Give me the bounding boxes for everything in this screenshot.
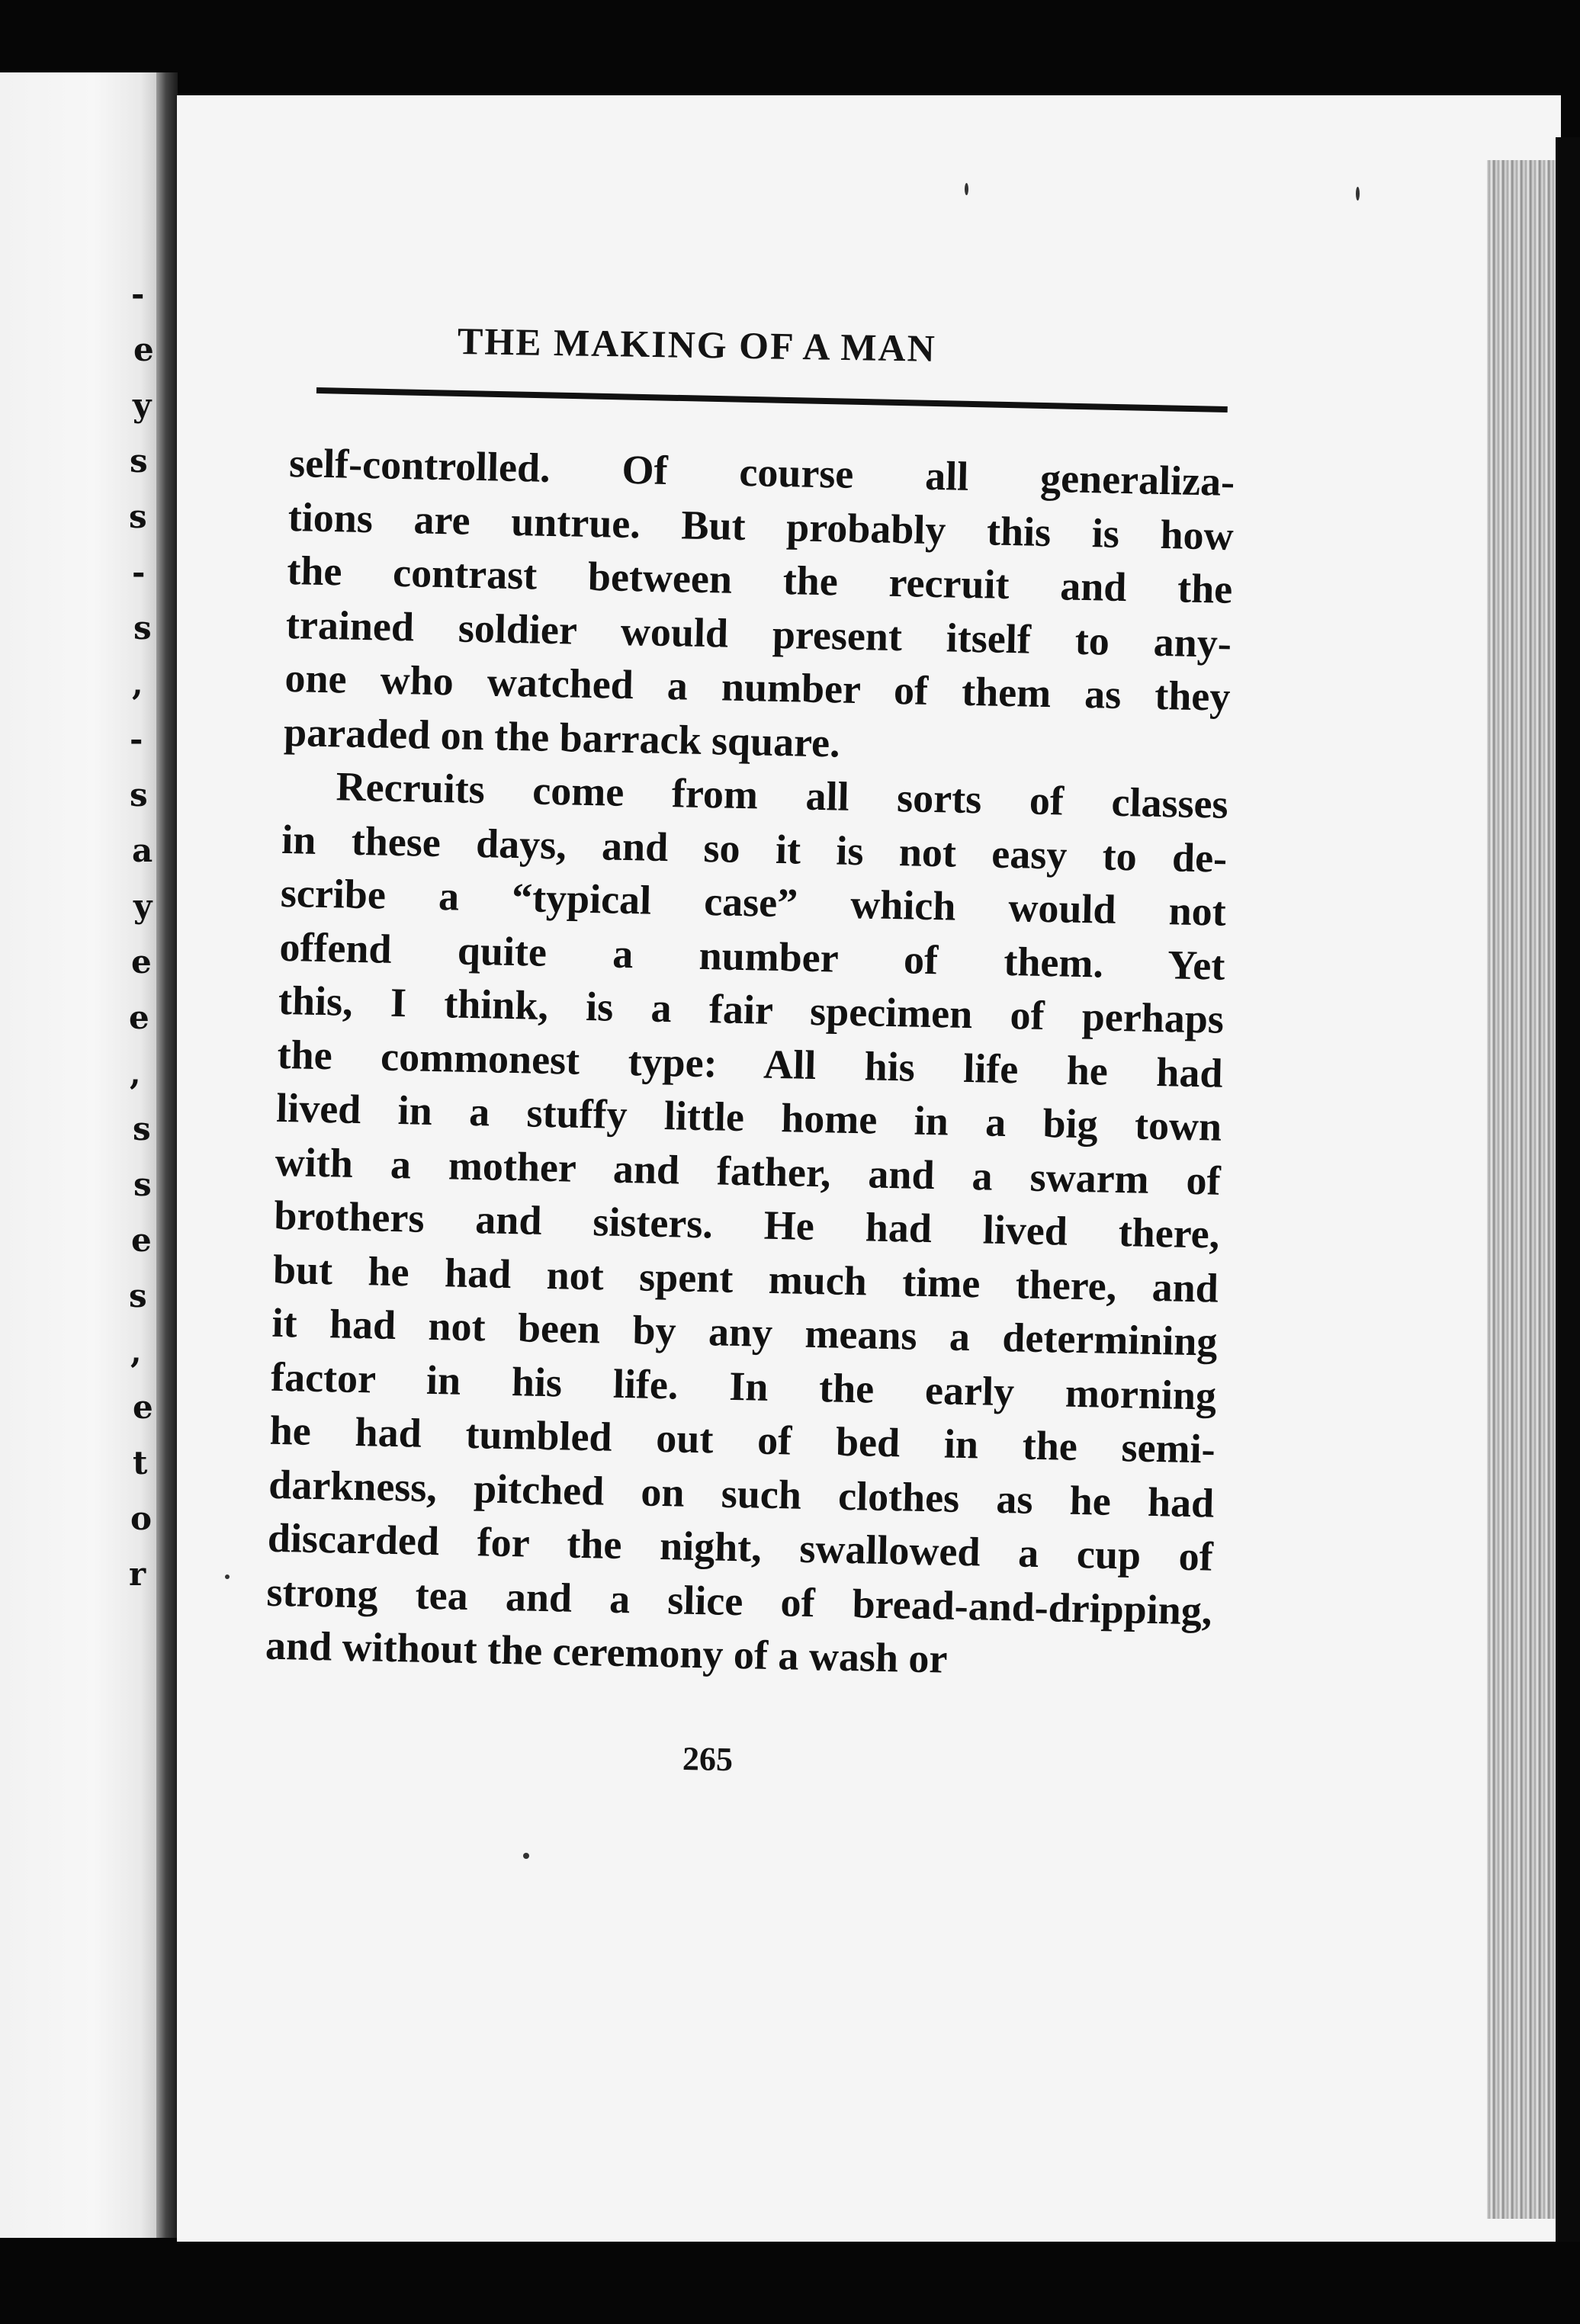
facing-page-char: s <box>133 1166 152 1203</box>
facing-page-char: t <box>133 1444 148 1481</box>
facing-page-char: - <box>130 721 143 758</box>
text-line: in these days, and so it is not easy to de- <box>281 816 1228 881</box>
facing-page-char: e <box>131 943 152 981</box>
facing-page-char: e <box>131 1221 152 1259</box>
facing-page-char: - <box>132 554 146 591</box>
text-line: scribe a “typical case” which would not <box>280 869 1227 935</box>
facing-page-char: - <box>131 275 145 313</box>
facing-page <box>0 72 156 2238</box>
facing-page-char: , <box>132 665 143 702</box>
text-line: Recruits come from all sorts of classes <box>336 763 1229 827</box>
facing-page-char: e <box>129 999 149 1036</box>
book-gutter-shadow <box>156 72 178 2238</box>
page-edge-shadow <box>1556 137 1580 2242</box>
text-line: this, I think, is a fair specimen of perhaps <box>278 977 1225 1042</box>
facing-page-char: , <box>130 1333 142 1370</box>
paper-speck <box>1356 187 1360 201</box>
text-line: one who watched a number of them as they <box>284 654 1231 720</box>
text-line: the contrast between the recruit and the <box>286 547 1233 612</box>
facing-page-char: s <box>129 498 147 535</box>
facing-page-char: s <box>133 1110 151 1148</box>
text-line: strong tea and a slice of bread-and-dripping, <box>265 1568 1212 1634</box>
facing-page-char: o <box>130 1500 153 1537</box>
facing-page-char: e <box>133 331 154 368</box>
text-line: brothers and sisters. He had lived there, <box>273 1192 1220 1257</box>
page-body-text <box>265 436 1235 1691</box>
text-line: he had tumbled out of bed in the semi- <box>269 1407 1216 1472</box>
text-line: darkness, pitched on such clothes as he had <box>268 1461 1215 1526</box>
running-head: THE MAKING OF A MAN <box>457 319 937 370</box>
text-line: trained soldier would present itself to any- <box>285 601 1232 666</box>
text-line: the commonest type: All his life he had <box>277 1031 1224 1096</box>
facing-page-char: s <box>129 1277 147 1314</box>
text-line: lived in a stuffy little home in a big town <box>275 1084 1222 1150</box>
text-line: but he had not spent much time there, and <box>272 1246 1219 1311</box>
facing-page-char: s <box>130 776 148 814</box>
facing-page-char: e <box>133 1388 153 1426</box>
facing-page-char: y <box>133 888 153 925</box>
facing-page-char: s <box>133 609 152 647</box>
facing-page-char: a <box>132 832 153 869</box>
paper-speck <box>523 1853 529 1859</box>
text-line: discarded for the night, swallowed a cup of <box>267 1514 1214 1580</box>
facing-page-char: y <box>133 387 152 424</box>
facing-page-char: s <box>130 442 148 480</box>
text-line: with a mother and father, and a swarm of <box>275 1138 1222 1204</box>
paper-speck <box>965 183 968 195</box>
page-number: 265 <box>682 1739 734 1779</box>
text-line: it had not been by any means a determining <box>271 1299 1219 1365</box>
text-line: and without the ceremony of a wash or <box>265 1622 949 1682</box>
text-line: tions are untrue. But probably this is how <box>287 493 1235 559</box>
text-line: offend quite a number of them. Yet <box>278 923 1225 989</box>
text-line: self-controlled. Of course all generaliza- <box>288 439 1235 505</box>
paper-speck <box>225 1574 230 1579</box>
facing-page-char: , <box>130 1054 141 1092</box>
text-line: factor in his life. In the early morning <box>270 1353 1217 1419</box>
facing-page-char: r <box>129 1555 146 1593</box>
text-line: paraded on the barrack square. <box>283 708 841 766</box>
